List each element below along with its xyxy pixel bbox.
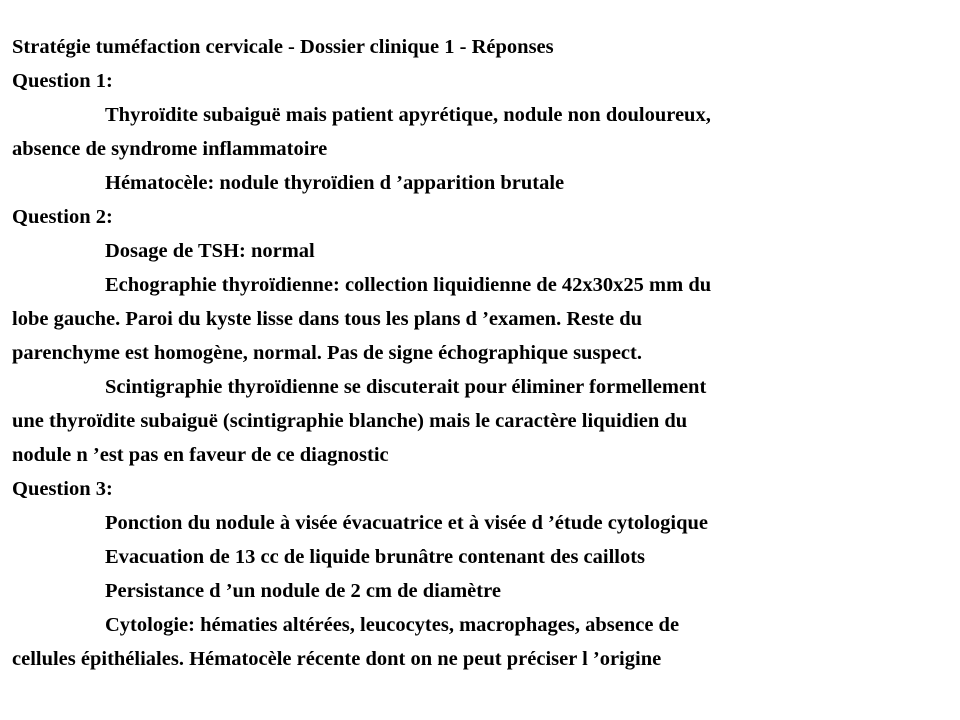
question-2-answer-3-line-2: une thyroïdite subaiguë (scintigraphie blanche) mais le caractère liquidien du (12, 410, 688, 432)
question-3-answer-4-line-2: cellules épithéliales. Hématocèle récente dont on ne peut préciser l ’origine (12, 648, 662, 670)
question-3-answer-4-line-1: Cytologie: hématies altérées, leucocytes, macrophages, absence de (105, 614, 680, 636)
question-2-answer-2-line-1: Echographie thyroïdienne: collection liquidienne de 42x30x25 mm du (105, 274, 712, 296)
slide-content (12, 30, 952, 676)
question-2-answer-2-line-2: lobe gauche. Paroi du kyste lisse dans tous les plans d ’examen. Reste du (12, 308, 643, 330)
question-2-answer-3-line-1: Scintigraphie thyroïdienne se discuterait pour éliminer formellement (105, 376, 707, 398)
question-1-heading: Question 1: (12, 70, 113, 92)
question-1-answer-2: Hématocèle: nodule thyroïdien d ’apparition brutale (105, 172, 565, 194)
question-3-answer-1: Ponction du nodule à visée évacuatrice et à visée d ’étude cytologique (105, 512, 708, 534)
question-3-answer-3: Persistance d ’un nodule de 2 cm de diamètre (105, 580, 501, 602)
question-1-answer-1-line-1: Thyroïdite subaiguë mais patient apyrétique, nodule non douloureux, (105, 104, 711, 126)
question-1-answer-1-line-2: absence de syndrome inflammatoire (12, 138, 328, 160)
question-2-answer-3-line-3: nodule n ’est pas en faveur de ce diagnostic (12, 444, 389, 466)
question-2-answer-2-line-3: parenchyme est homogène, normal. Pas de signe échographique suspect. (12, 342, 642, 364)
question-2-answer-1: Dosage de TSH: normal (105, 240, 315, 262)
page-title: Stratégie tuméfaction cervicale - Dossier clinique 1 - Réponses (12, 36, 554, 58)
question-3-heading: Question 3: (12, 478, 113, 500)
question-3-answer-2: Evacuation de 13 cc de liquide brunâtre contenant des caillots (105, 546, 646, 568)
question-2-heading: Question 2: (12, 206, 113, 228)
